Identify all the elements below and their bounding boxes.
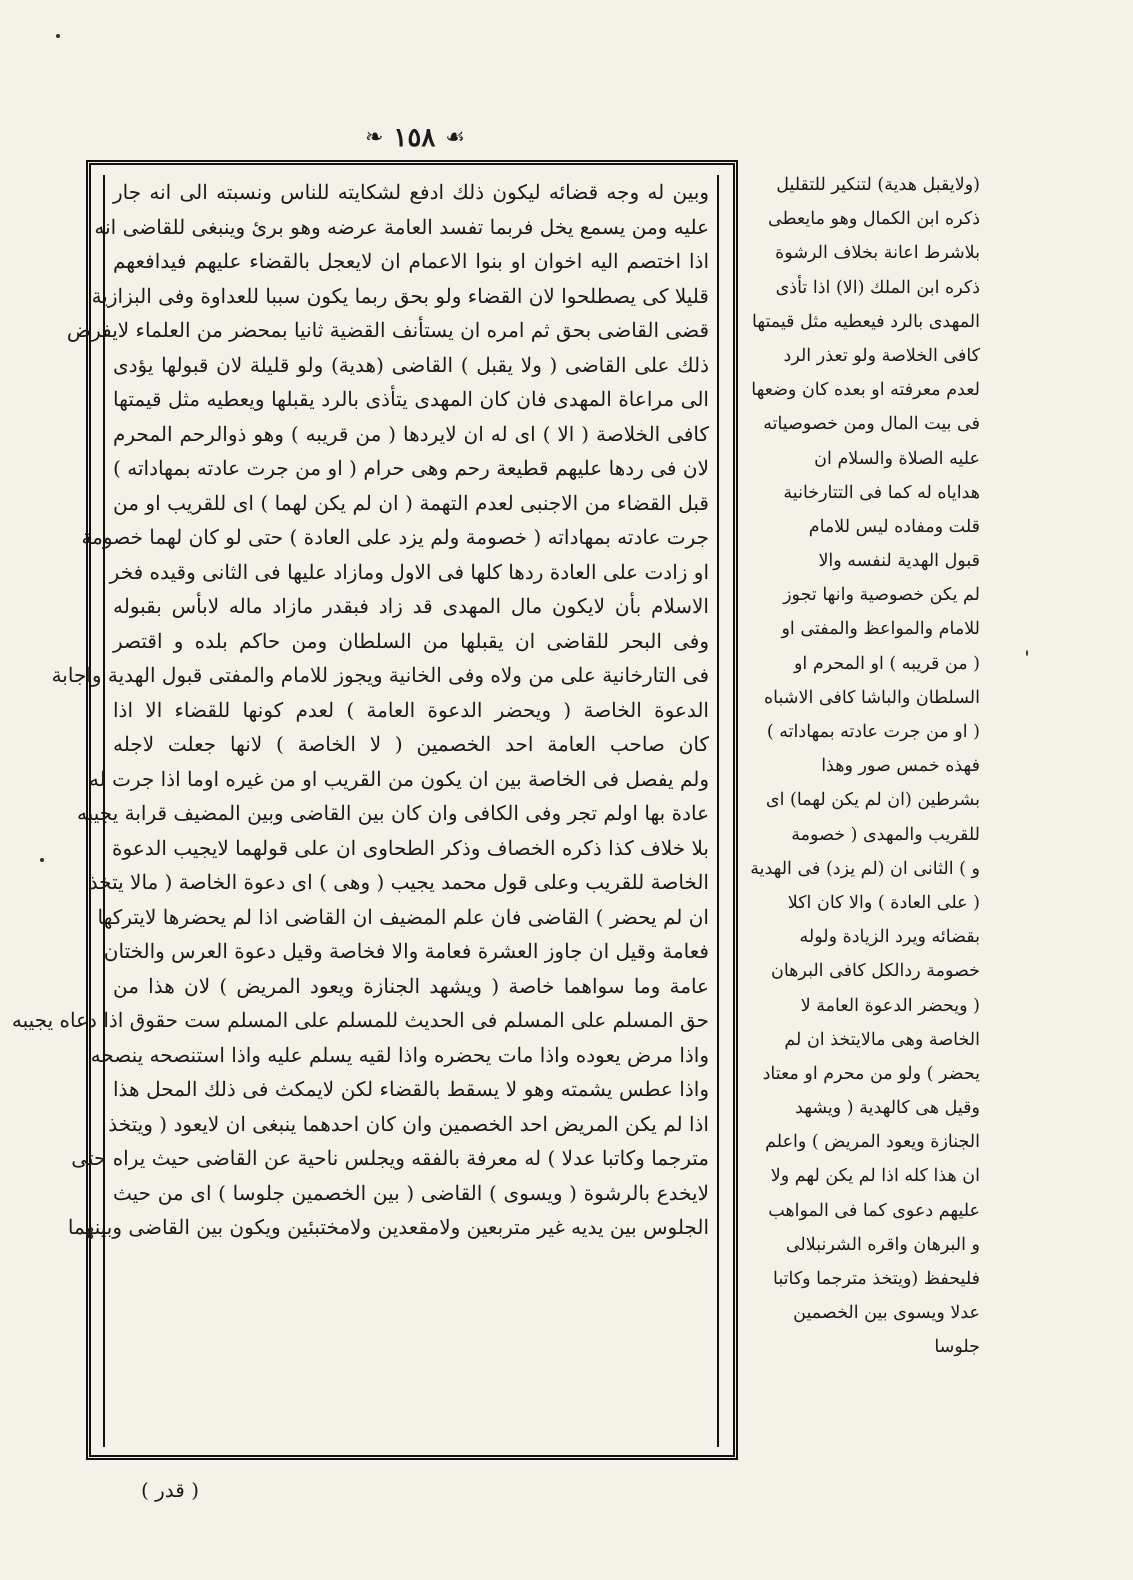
- margin-text-line: بقضائه ويرد الزيادة ولوله: [799, 927, 980, 948]
- margin-text-line: ( ويحضر الدعوة العامة لا: [800, 995, 980, 1016]
- margin-commentary: [750, 168, 980, 1458]
- margin-text-line: كافى الخلاصة ولو تعذر الرد: [783, 345, 980, 366]
- margin-text-line: بشرطين (ان لم يكن لهما) اى: [765, 790, 980, 811]
- main-text-line: قليلا كى يصطلحوا لان القضاء ولو بحق ربما يكون سببا للعداوة وفى البزازية: [91, 283, 709, 308]
- left-ornament-icon: ❧: [364, 125, 384, 150]
- main-text-line: كافى الخلاصة ( الا ) اى له ان لايردها ( من قريبه ) وهو ذوالرحم المحرم: [113, 421, 709, 446]
- margin-text-line: ان هذا كله اذا لم يكن لهم ولا: [770, 1166, 980, 1187]
- margin-text-line: خصومة ردالكل كافى البرهان: [771, 961, 980, 982]
- main-text-block: [11, 175, 709, 1245]
- page-header: [340, 118, 490, 158]
- margin-text-line: ذكره ابن الكمال وهو مايعطى: [768, 209, 980, 230]
- margin-text-line: السلطان والباشا كافى الاشباه: [764, 687, 980, 708]
- margin-text-line: لم يكن خصوصية وانها تجوز: [783, 585, 980, 606]
- margin-text-line: لعدم معرفته او بعده كان وضعها: [751, 380, 980, 401]
- margin-text-line: ( او من جرت عادته بمهاداته ): [766, 722, 980, 742]
- margin-text-line: قبول الهدية لنفسه والا: [818, 551, 980, 572]
- main-text-line: بلا خلاف كذا ذكره الخصاف وذكر الطحاوى ان على قولهما لايجيب الدعوة: [112, 835, 709, 860]
- margin-text-line: الخاصة وهى مالايتخذ ان لم: [784, 1029, 980, 1050]
- margin-text-line: ( من قريبه ) او المحرم او: [793, 653, 980, 674]
- main-text-line: وبين له وجه قضائه ليكون ذلك ادفع لشكايته للناس ونسبته الى انه جار: [113, 180, 709, 204]
- main-text-line: حق المسلم على المسلم فى الحديث للمسلم على المسلم ست حقوق اذا دعاه يجيبه: [11, 1008, 709, 1032]
- main-text-line: مترجما وكاتبا عدلا ) له معرفة بالفقه ويجلس ناحية عن القاضى حيث يراه حتى: [71, 1146, 709, 1170]
- main-text-line: جرت عادته بمهاداته ( خصومة ولم يزد على العادة ) حتى لو كان لهما خصومة: [81, 525, 709, 549]
- margin-text-block: [750, 168, 980, 1365]
- main-text-line: عليه ومن يسمع يخل فربما تفسد العامة عرضه وهو برئ وينبغى للقاضى انه: [94, 214, 709, 239]
- main-text-line: اذا اختصم اليه اخوان او بنوا الاعمام ان لايعجل بالقضاء عليهم فيدافعهم: [113, 249, 709, 273]
- margin-text-line: عليه الصلاة والسلام ان: [814, 448, 980, 469]
- main-text-line: او زادت على العادة ردها كلها فى الاول ومازاد عليها فى الثانى وقيده فخر: [109, 559, 709, 584]
- main-text-line: عادة بها اولم تجر وفى الكافى وان كان بين القاضى وبين المضيف قرابة يجيبه: [76, 801, 709, 825]
- margin-text-line: المهدى بالرد فيعطيه مثل قيمتها: [752, 311, 980, 332]
- main-text-line: الدعوة الخاصة ( ويحضر الدعوة العامة ) لعدم كونها للقضاء الا اذا: [113, 697, 709, 722]
- margin-text-line: عدلا ويسوى بين الخصمين: [793, 1303, 980, 1324]
- main-text-line: الجلوس بين يديه غير متربعين ولامقعدين ولامختبئين ويكون بين القاضى وبينهما: [67, 1215, 709, 1239]
- margin-text-line: (ولايقبل هدية) لتنكير للتقليل: [776, 175, 980, 195]
- main-text-inner-border: [11, 175, 719, 1447]
- main-text-line: ولم يفصل فى الخاصة بين ان يكون من القريب او من غيره اوما اذا جرت له: [88, 766, 709, 791]
- main-text-line: اذا لم يكن المريض احد الخصمين وان كان احدهما ينبغى ان لايعود ( ويتخذ: [108, 1111, 709, 1136]
- margin-text-line: للامام والمواعظ والمفتى او: [781, 619, 980, 640]
- margin-text-line: فى بيت المال ومن خصوصياته: [763, 414, 980, 435]
- main-text-line: قضى القاضى بحق ثم امره ان يستأنف القضية ثانيا بمحضر من العلماء لايفرض: [66, 318, 709, 342]
- ink-speck: [40, 858, 44, 862]
- margin-text-line: عليهم دعوى كما فى المواهب: [768, 1200, 980, 1221]
- ink-speck: [56, 34, 60, 38]
- page-number: ١٥٨: [393, 123, 436, 153]
- main-text-line: الخاصة للقريب وعلى قول محمد يجيب ( وهى ) اى دعوة الخاصة ( مالا يتخذ: [88, 870, 709, 894]
- main-text-line: الى مراعاة المهدى فان كان المهدى يتأذى بالرد يقبلها ويعطيه مثل قيمتها: [113, 387, 709, 411]
- main-text-frame: [11, 160, 738, 1460]
- main-text-line: واذا عطس يشمته وهو لا يسقط بالقضاء لكن لايمكث فى ذلك المحل هذا: [113, 1077, 709, 1101]
- margin-text-line: ذكره ابن الملك (الا) اذا تأذى: [775, 277, 980, 298]
- margin-text-line: فهذه خمس صور وهذا: [821, 756, 980, 777]
- main-text-line: قبل القضاء من الاجنبى لعدم التهمة ( ان لم يكن لهما ) اى للقريب او من: [113, 490, 709, 515]
- main-text-line: لان فى ردها عليهم قطيعة رحم وهى حرام ( او من جرت عادته بمهاداته ): [113, 456, 709, 480]
- margin-text-line: ( على العادة ) والا كان اكلا: [787, 892, 980, 913]
- ink-speck: [1026, 650, 1028, 656]
- margin-text-line: وقيل هى كالهدية ( ويشهد: [795, 1098, 980, 1119]
- main-text-line: فعامة وقيل ان جاوز العشرة فعامة والا فخاصة وقيل دعوة العرس والختان: [103, 939, 709, 963]
- margin-text-line: جلوسا: [934, 1337, 980, 1358]
- margin-text-line: يحضر ) ولو من محرم او معتاد: [762, 1063, 980, 1084]
- main-text-line: عامة وما سواهما خاصة ( ويشهد الجنازة ويعود المريض ) لان هذا من: [113, 973, 709, 998]
- main-text-line: فى التارخانية على من ولاه وفى الخانية ويجوز للامام والمفتى قبول الهدية واجابة: [51, 663, 709, 687]
- right-ornament-icon: ☙: [445, 125, 466, 150]
- margin-text-line: الجنازة ويعود المريض ) واعلم: [765, 1132, 980, 1153]
- margin-text-line: و ) الثانى ان (لم يزد) فى الهدية: [750, 858, 980, 879]
- main-text-line: كان صاحب العامة احد الخصمين ( لا الخاصة ) لانها جعلت لاجله: [113, 732, 709, 756]
- margin-text-line: و البرهان واقره الشرنبلالى: [785, 1234, 980, 1255]
- main-text-line: وفى البحر للقاضى ان يقبلها من السلطان ومن حاكم بلده و اقتصر: [113, 628, 709, 653]
- margin-text-line: هداياه له كما فى التتارخانية: [783, 482, 980, 503]
- main-text-line: لايخدع بالرشوة ( ويسوى ) القاضى ( بين الخصمين جلوسا ) اى من حيث: [113, 1180, 709, 1205]
- margin-text-line: فليحفظ (ويتخذ مترجما وكاتبا: [773, 1269, 980, 1289]
- main-text-line: واذا مرض يعوده واذا مات يحضره واذا لقيه يسلم عليه واذا استنصحه ينصحه: [90, 1042, 709, 1067]
- main-text-line: ان لم يحضر ) القاضى فان علم المضيف ان القاضى اذا لم يحضرها لايتركها: [97, 904, 709, 929]
- catchword: ( قدر ): [140, 1478, 200, 1502]
- margin-text-line: للقريب والمهدى ( خصومة: [791, 824, 980, 845]
- margin-text-line: قلت ومفاده ليس للامام: [808, 516, 980, 537]
- main-text-line: الاسلام بأن لايكون مال المهدى قد زاد فبقدر مازاد ماله لابأس بقبوله: [113, 594, 709, 618]
- main-text-line: ذلك على القاضى ( ولا يقبل ) القاضى (هدية) ولو قليلة لان قبولها يؤدى: [113, 352, 709, 377]
- margin-text-line: بلاشرط اعانة بخلاف الرشوة: [775, 243, 980, 264]
